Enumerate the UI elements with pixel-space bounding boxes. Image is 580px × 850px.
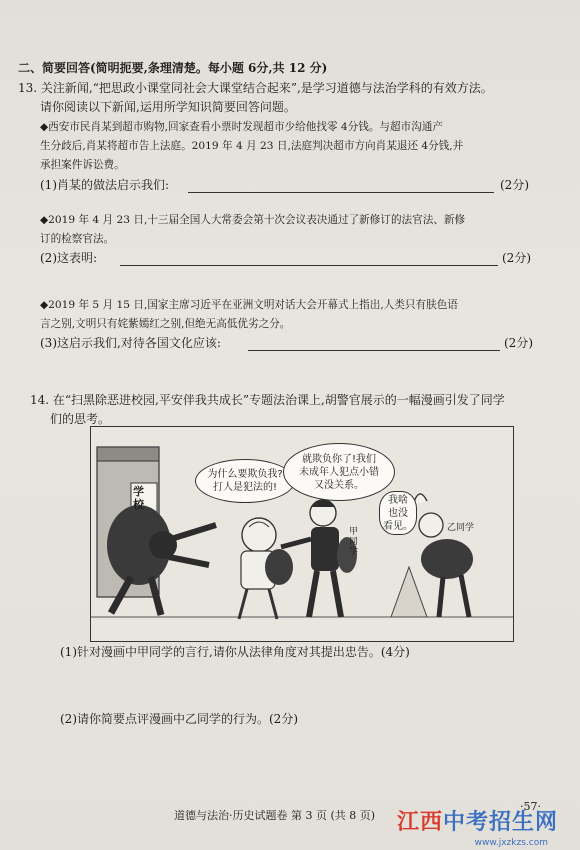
q13-sub3-answer-line[interactable] [248, 350, 500, 351]
q13-news1-line2: 生分歧后,肖某将超市告上法庭。2019 年 4 月 23 日,法庭判决超市方向肖某退还 4分钱,并 [40, 140, 464, 152]
q14-sub1: (1)针对漫画中甲同学的言行,请你从法律角度对其提出忠告。(4分) [60, 645, 410, 659]
q14-stem-line2: 们的思考。 [50, 412, 111, 426]
q14-sub2: (2)请你简要点评漫画中乙同学的行为。(2分) [60, 712, 298, 726]
q13-news1-line3: 承担案件诉讼费。 [40, 159, 125, 171]
watermark-logo [397, 805, 558, 836]
q13-news1-line1: ◆西安市民肖某到超市购物,回家查看小票时发现超市少给他找零 4分钱。与超市沟通产 [40, 121, 443, 133]
bubble3-line2: 也没 [388, 507, 408, 519]
comic-label-yi: 乙同学 [447, 523, 475, 533]
bubble3-line3: 看见。 [383, 520, 413, 532]
section-heading: 二、简要回答(简明扼要,条理清楚。每小题 6分,共 12 分) [18, 61, 328, 75]
footer-page-number: ·57· [520, 800, 541, 813]
watermark-brand-blue: 中考招生网 [442, 810, 558, 835]
watermark-url: www.jxzkzs.com [474, 838, 548, 848]
comic-speech-bubble-victim [195, 459, 295, 503]
footer-title: 道德与法治·历史试题卷 第 3 页 (共 8 页) [174, 809, 376, 822]
comic-illustration [90, 426, 514, 642]
q13-sub1-answer-line[interactable] [188, 192, 494, 193]
q13-sub2-label: (2)这表明: [40, 251, 98, 265]
q13-sub3-label: (3)这启示我们,对待各国文化应该: [40, 336, 221, 350]
comic-speech-bubble-jia [283, 443, 395, 501]
comic-thought-bubble-yi [379, 491, 417, 535]
q13-stem-line1: 13. 关注新闻,“把思政小课堂同社会大课堂结合起来”,是学习道德与法治学科的有效方法。 [18, 81, 493, 95]
comic-label-jia: 甲同学 [349, 527, 359, 557]
q13-sub2-answer-line[interactable] [120, 265, 498, 266]
bubble2-line3: 又没关系。 [314, 479, 364, 491]
bubble2-line1: 就欺负你了!我们 [301, 453, 376, 465]
bubble1-line2: 打人是犯法的! [212, 482, 277, 493]
bubble1-line1: 为什么要欺负我? [207, 469, 283, 480]
q13-sub1-score: (2分) [500, 178, 529, 192]
comic-school-sign: 学校 [133, 485, 144, 511]
q14-stem-line1: 14. 在“扫黑除恶进校园,平安伴我共成长”专题法治课上,胡警官展示的一幅漫画引发了同学 [30, 393, 505, 407]
q13-sub3-score: (2分) [504, 336, 533, 350]
bubble3-line1: 我啥 [388, 494, 408, 506]
q13-news2-line1: ◆2019 年 4 月 23 日,十三届全国人大常委会第十次会议表决通过了新修订的法官法、新修 [40, 214, 466, 226]
q13-news2-line2: 订的检察官法。 [40, 233, 115, 245]
q13-news3-line1: ◆2019 年 5 月 15 日,国家主席习近平在亚洲文明对话大会开幕式上指出,人类只有肤色语 [40, 299, 458, 311]
q13-sub2-score: (2分) [502, 251, 531, 265]
q13-stem-line2: 请你阅读以下新闻,运用所学知识简要回答问题。 [40, 100, 296, 114]
q13-news3-line2: 言之别,文明只有姹紫嫣红之别,但绝无高低优劣之分。 [40, 318, 291, 330]
bubble2-line2: 未成年人犯点小错 [299, 466, 379, 478]
watermark-brand-red: 江西 [396, 810, 443, 835]
q13-sub1-label: (1)肖某的做法启示我们: [40, 178, 170, 192]
